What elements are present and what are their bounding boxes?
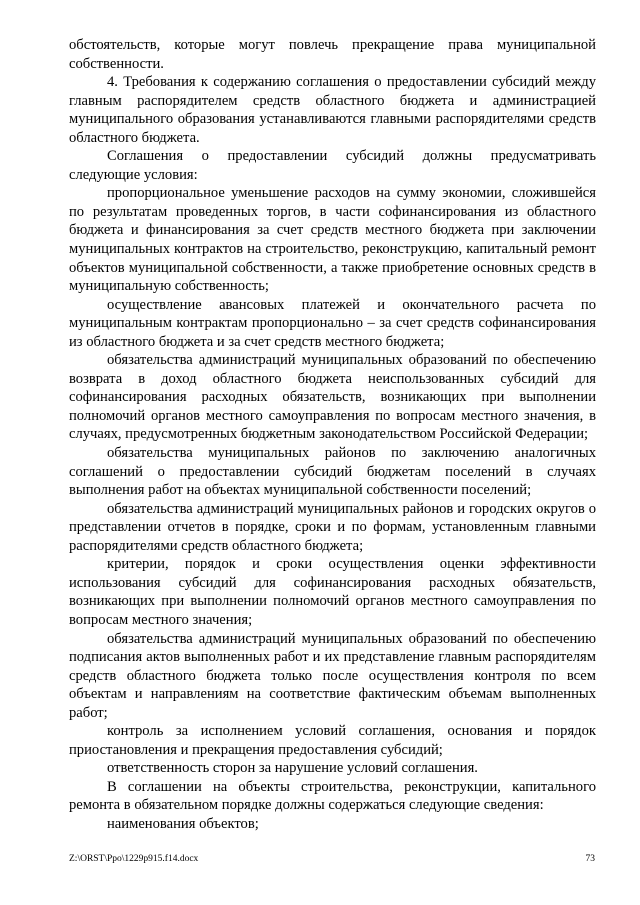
paragraph: 4. Требования к содержанию соглашения о предоставлении субсидий между главным распорядителем средств областного бюджета и администрацией муниципального образования устанавливаются главными распорядителями средств областного бюджета. (69, 74, 596, 146)
paragraph: ответственность сторон за нарушение условий соглашения. (107, 760, 478, 777)
footer-page-number: 73 (585, 854, 595, 864)
document-body (69, 36, 596, 834)
paragraph: обязательства администраций муниципальных образований по обеспечению возврата в доход областного бюджета неиспользованных субсидий для софинансирования расходных обязательств, возникающих при выполнении полномочий органов местного самоуправления по вопросам местного значения, в случаях, предусмотренных бюджетным законодательством Российской Федерации; (69, 352, 596, 443)
paragraph: критерии, порядок и сроки осуществления оценки эффективности использования субсидий для софинансирования расходных обязательств, возникающих при выполнении полномочий органов местного самоуправления по вопросам местного значения; (69, 556, 596, 628)
paragraph: пропорциональное уменьшение расходов на сумму экономии, сложившейся по результатам проведенных торгов, в части софинансирования из областного бюджета и финансирования за счет средств местного бюджета при заключении муниципальных контрактов на строительство, реконструкцию, капитальный ремонт объектов муниципальной собственности, а также приобретение основных средств в муниципальную собственность; (69, 185, 596, 295)
paragraph: обстоятельств, которые могут повлечь прекращение права муниципальной собственности. (69, 37, 596, 72)
paragraph: контроль за исполнением условий соглашения, основания и порядок приостановления и прекращения предоставления субсидий; (69, 723, 596, 758)
paragraph: наименования объектов; (107, 815, 259, 832)
paragraph: обязательства администраций муниципальных районов и городских округов о представлении отчетов в порядке, сроки и по формам, установленным главными распорядителями средств областного бюджета; (69, 500, 596, 554)
paragraph: Соглашения о предоставлении субсидий должны предусматривать следующие условия: (69, 148, 596, 183)
paragraph: обязательства администраций муниципальных образований по обеспечению подписания актов выполненных работ и их представление главным распорядителям средств областного бюджета только после осуществления контроля по всем объектам и направлениям на соответствие фактическим объемам выполненных работ; (69, 630, 596, 721)
paragraph: осуществление авансовых платежей и окончательного расчета по муниципальным контрактам пропорционально – за счет средств софинансирования из областного бюджета и за счет средств местного бюджета; (69, 296, 596, 350)
paragraph: В соглашении на объекты строительства, реконструкции, капитального ремонта в обязательном порядке должны содержаться следующие сведения: (69, 778, 596, 814)
footer-file-path: Z:\ORST\Ppo\1229p915.f14.docx (69, 854, 199, 864)
paragraph: обязательства муниципальных районов по заключению аналогичных соглашений о предоставлении субсидий бюджетам поселений в случаях выполнения работ на объектах муниципальной собственности поселений; (69, 445, 596, 499)
